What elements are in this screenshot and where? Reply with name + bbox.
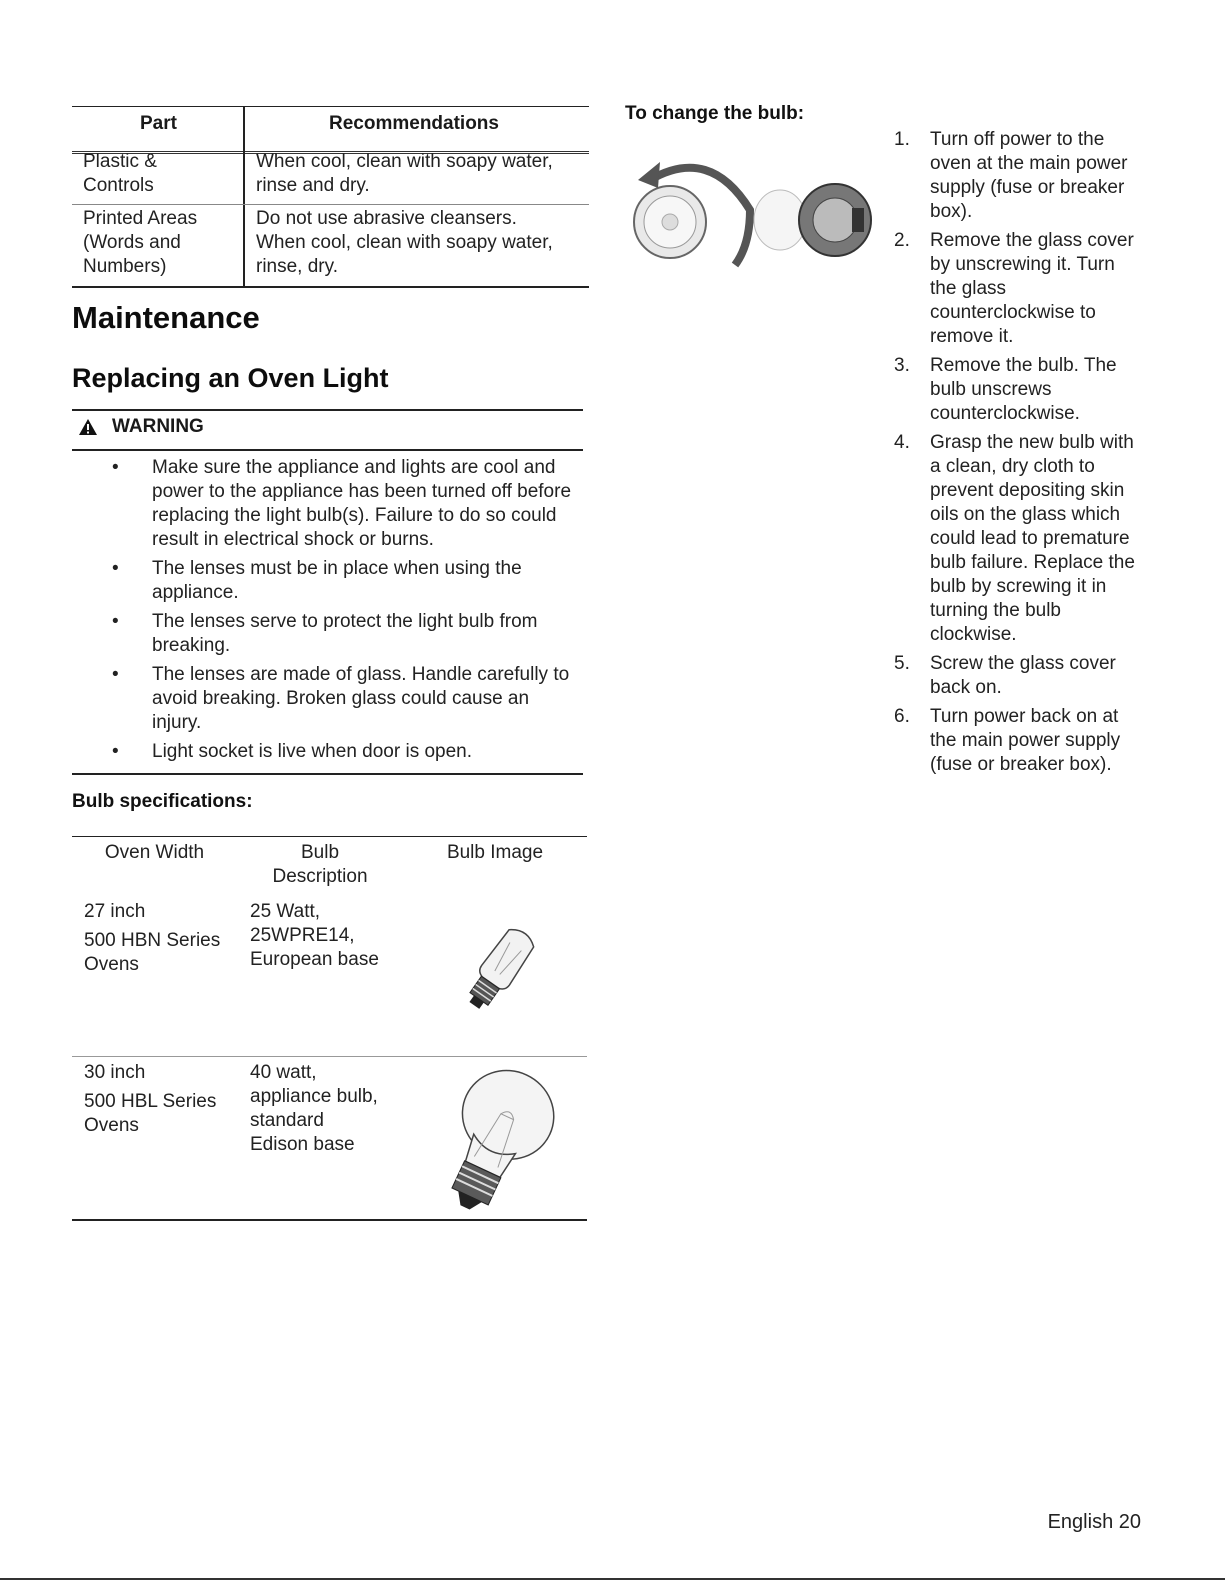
- warning-title: [78, 416, 204, 438]
- section-heading: Replacing an Oven Light: [72, 363, 389, 393]
- warning-item: • Make sure the appliance and lights are cool and power to the appliance has been turned off before replacing the light bulb(s). Failure to do so could result in electrical shock or burns.: [112, 457, 572, 550]
- col-header-part: Part: [140, 113, 177, 134]
- care-table-header: [72, 106, 589, 154]
- recommendation-cell: When cool, clean with soapy water, rinse and dry.: [256, 151, 553, 196]
- oven-series-cell: 500 HBL Series Ovens: [84, 1091, 217, 1136]
- page-footer: English 20: [1047, 1511, 1141, 1533]
- warning-header-rule: [72, 449, 583, 451]
- page-bottom-edge: [0, 1578, 1225, 1580]
- bulb-description-cell: 40 watt, appliance bulb, standard Edison base: [250, 1062, 378, 1155]
- warning-label: WARNING: [112, 416, 204, 437]
- oven-width-cell: 27 inch: [84, 901, 146, 922]
- step-item: 5. Screw the glass cover back on.: [894, 653, 1116, 698]
- recommendation-cell: Do not use abrasive cleansers. When cool, clean with soapy water, rinse, dry.: [256, 208, 553, 277]
- column-divider: [243, 106, 245, 288]
- step-item: 1. Turn off power to the oven at the main power supply (fuse or breaker box).: [894, 129, 1128, 222]
- oven-width-cell: 30 inch: [84, 1062, 146, 1083]
- step-item: 4. Grasp the new bulb with a clean, dry cloth to prevent depositing skin oils on the glass which could lead to premature bulb failure. Replace the bulb by screwing it in turning the bulb clockwise.: [894, 432, 1135, 645]
- warning-item: • Light socket is live when door is open.: [112, 741, 473, 762]
- part-cell: Plastic & Controls: [83, 151, 157, 196]
- small-bulb-image: [440, 920, 550, 1032]
- oven-series-cell: 500 HBN Series Ovens: [84, 930, 221, 975]
- care-table: [72, 106, 589, 277]
- change-bulb-steps: [894, 128, 1139, 782]
- bulb-specs-heading: Bulb specifications:: [72, 791, 253, 812]
- col-header-oven-width: Oven Width: [104, 842, 205, 863]
- col-header-bulb-image: Bulb Image: [446, 842, 544, 863]
- col-header-bulb-description: Bulb Description: [272, 842, 368, 887]
- bulb-table-top-rule: [72, 836, 587, 837]
- warning-top-rule: [72, 409, 583, 411]
- warning-triangle-icon: [78, 418, 98, 436]
- warning-bottom-rule: [72, 773, 583, 775]
- col-header-recommendations: Recommendations: [329, 113, 499, 134]
- bulb-cover-illustration: [630, 150, 880, 290]
- change-bulb-heading: To change the bulb:: [625, 103, 805, 124]
- warning-item: • The lenses must be in place when using the appliance.: [112, 558, 522, 603]
- part-cell: Printed Areas (Words and Numbers): [83, 208, 198, 277]
- row-divider: [72, 204, 589, 205]
- warning-item: • The lenses are made of glass. Handle carefully to avoid breaking. Broken glass could cause an injury.: [112, 664, 570, 733]
- table-bottom-rule: [72, 286, 589, 288]
- step-item: 3. Remove the bulb. The bulb unscrews counterclockwise.: [894, 355, 1117, 424]
- maintenance-heading: Maintenance: [72, 300, 260, 335]
- bulb-table-bottom-rule: [72, 1219, 587, 1221]
- bulb-row-divider: [72, 1056, 587, 1057]
- step-item: 6. Turn power back on at the main power supply (fuse or breaker box).: [894, 706, 1121, 775]
- step-item: 2. Remove the glass cover by unscrewing it. Turn the glass counterclockwise to remove it.: [894, 230, 1134, 347]
- edison-bulb-image: [420, 1064, 570, 1222]
- bulb-description-cell: 25 Watt, 25WPRE14, European base: [250, 901, 379, 970]
- warning-list: [112, 456, 582, 769]
- warning-item: • The lenses serve to protect the light bulb from breaking.: [112, 611, 538, 656]
